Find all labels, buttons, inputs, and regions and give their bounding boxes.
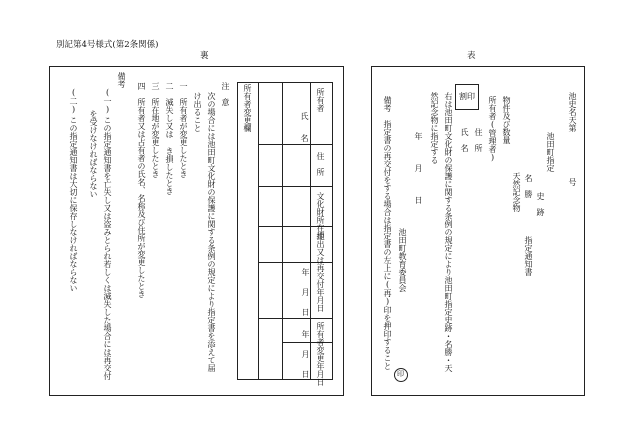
table-header-owner-change-date: 所有者変更年月日 — [316, 322, 325, 386]
table-header-owner: 所有者 — [316, 88, 325, 112]
note-item: 一 所有者が変更したとき — [179, 82, 188, 178]
number-suffix: 号 — [568, 178, 577, 186]
table-header-submit-date: 提出又は再交付年月日 — [316, 232, 325, 312]
remark-2-line-1: この指定通知書は大切に保存しなければならない — [69, 116, 78, 292]
table-header-name: 氏名 — [300, 112, 309, 156]
name-label: 氏 名 — [460, 128, 469, 152]
body-line-2: 然記念物に指定する — [430, 92, 439, 164]
designation-prefix: 池田町指定 — [546, 132, 555, 172]
owner-label: 所有者(管理者) — [488, 96, 497, 162]
body-line-1: 右は池田町文化財の保護に関する条例の規定により池田町指定史跡・名勝・天 — [444, 92, 453, 372]
issuer-seal-icon — [394, 368, 408, 382]
split-seal-label: 割印 — [459, 92, 475, 101]
front-remark: 備考 指定書の再交付をする場合は指定書の左上に(再)印を押印すること — [383, 96, 392, 370]
remarks-label: 備考 — [117, 72, 126, 88]
issue-date: 年 月 日 — [414, 132, 423, 212]
remark-1-line-2: を受けなければならない — [89, 110, 98, 198]
notes-intro-line-1: 次の場合には池田町文化財の保護に関する条例の規定により指定書を添えて届 — [207, 92, 216, 372]
table-date-field-1: 年 月 日 — [301, 268, 310, 318]
items-label: 物件及び数量 — [502, 96, 511, 144]
front-side-label: 表 — [467, 51, 476, 61]
notes-intro-line-2: け出ること — [193, 92, 202, 132]
table-date-field-2: 年 月 日 — [301, 330, 310, 380]
remark-1-line-1: この指定通知書を亡失し又は盗みとられ若しくは滅失した場合には再交付 — [103, 116, 112, 380]
category-natural-monument: 天然記念物 — [512, 172, 521, 212]
history-number-label: 池史名天第 — [568, 92, 577, 132]
remark-1-head: (一) — [103, 88, 112, 114]
form-title: 別記第4号様式(第2条関係) — [56, 40, 159, 50]
issuer-name: 池田町教育委員会 — [398, 228, 407, 292]
table-header-owner-change: 所有者変更欄 — [243, 84, 252, 132]
notice-suffix: 指定通知書 — [524, 236, 533, 276]
note-item: 四 所有者又は占有者の氏名、名称及び住所が変更したとき — [137, 82, 146, 298]
back-side-label: 裏 — [200, 51, 209, 61]
note-item: 二 滅失し又は き損したとき — [165, 82, 174, 195]
table-header-property-location: 文化財所在地 — [316, 192, 325, 240]
remark-2-head: (二) — [69, 88, 78, 114]
category-historic-site: 史 跡 — [536, 192, 545, 216]
table-header-address: 住所 — [316, 152, 325, 184]
category-scenic-beauty: 名 勝 — [524, 174, 533, 198]
note-item: 三 所在地が変更したとき — [151, 82, 160, 178]
issuer-seal-label: 印 — [397, 370, 404, 378]
address-label: 住 所 — [474, 128, 483, 152]
notes-title: 注 意 — [221, 82, 230, 106]
